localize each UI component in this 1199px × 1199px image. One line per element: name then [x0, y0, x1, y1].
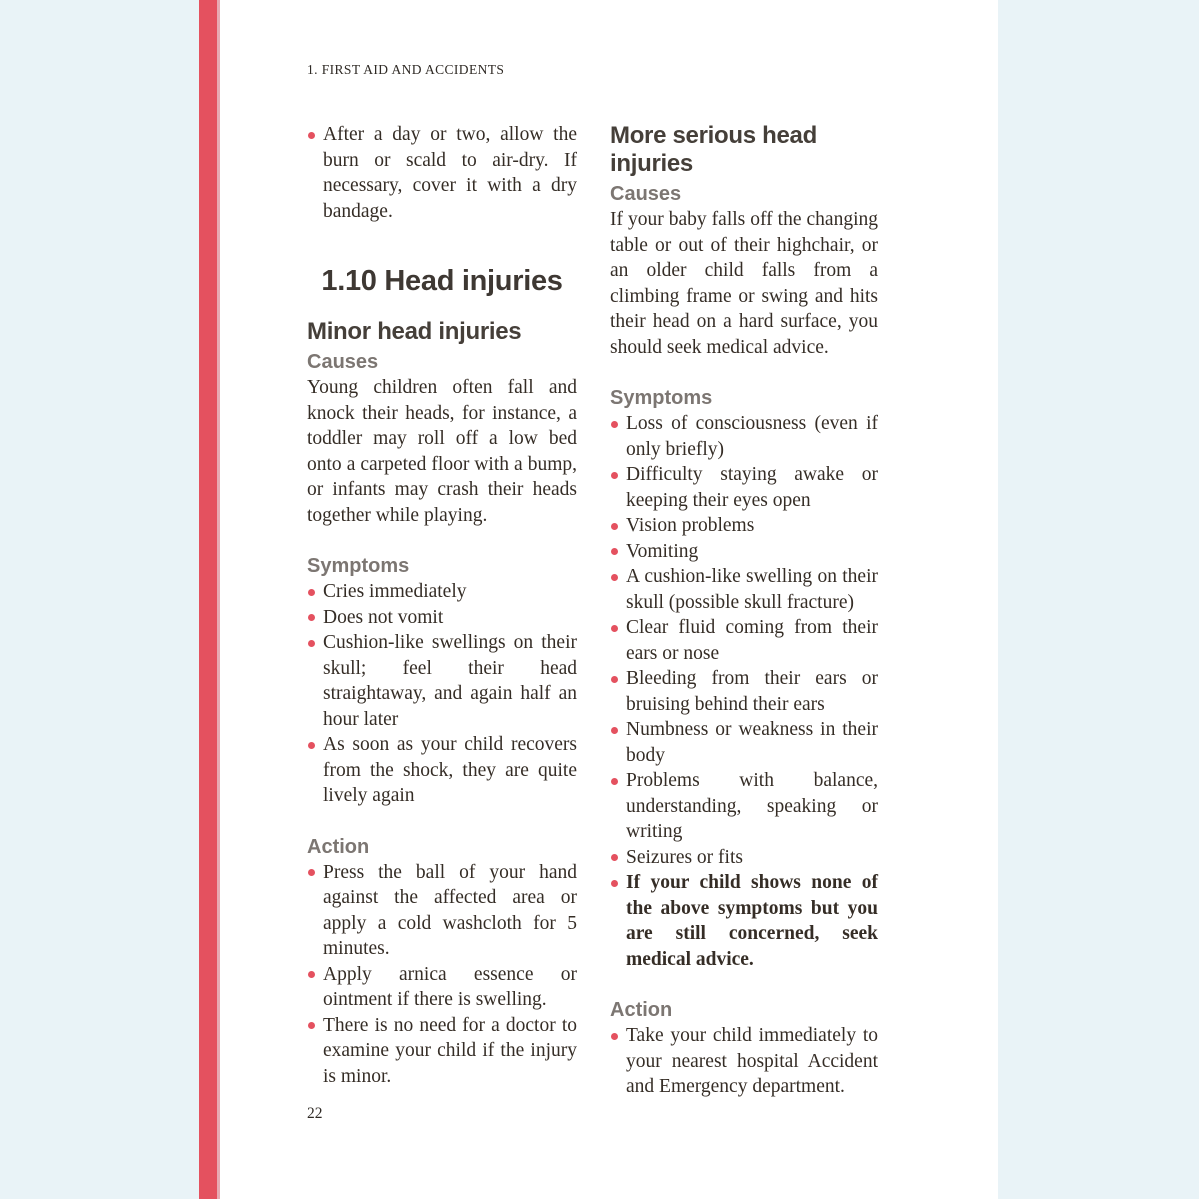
bullet-icon: [308, 640, 315, 647]
causes-label: Causes: [307, 351, 379, 373]
bullet-icon: [308, 1022, 315, 1029]
subsection-title-minor: Minor head injuries: [307, 318, 522, 345]
bullet-text: Does not vomit: [323, 606, 444, 628]
bullet-icon: [308, 589, 315, 596]
causes-label: Causes: [610, 183, 682, 205]
bullet-text: Loss of consciousness (even if only briefly): [626, 413, 878, 460]
causes-paragraph: If your baby falls off the changing table or out of their highchair, or an older child falls from a climbing frame or swing and hits their head on a hard surface, you should seek medical advice.: [610, 209, 878, 358]
right-column: [610, 122, 878, 1100]
running-header: 1. FIRST AID AND ACCIDENTS: [307, 62, 505, 77]
bullet-icon: [611, 625, 618, 632]
bullet-icon: [308, 971, 315, 978]
bullet-item: [307, 122, 577, 224]
bullet-item: [610, 564, 878, 615]
bullet-text: A cushion-like swelling on their skull (possible skull fracture): [626, 566, 878, 613]
bullet-text: Take your child immediately to your nearest hospital Accident and Emergency department.: [626, 1025, 878, 1097]
bullet-icon: [308, 742, 315, 749]
bullet-text: As soon as your child recovers from the shock, they are quite lively again: [323, 734, 577, 806]
bullet-item: [610, 768, 878, 845]
bullet-item: [610, 462, 878, 513]
bullet-item: [610, 1023, 878, 1100]
bullet-icon: [611, 472, 618, 479]
bullet-icon: [611, 854, 618, 861]
bullet-text: Cushion-like swellings on their skull; feel their head straightaway, and again half an hour later: [323, 632, 577, 730]
bullet-text: Press the ball of your hand against the affected area or apply a cold washcloth for 5 minutes.: [323, 861, 577, 959]
bullet-icon: [308, 869, 315, 876]
bullet-text: Vision problems: [626, 515, 755, 536]
bullet-item: [610, 411, 878, 462]
subsection-title-serious: More serious head injuries: [610, 122, 817, 177]
bullet-text: Numbness or weakness in their body: [626, 719, 878, 766]
bullet-icon: [611, 676, 618, 683]
bullet-icon: [308, 132, 315, 139]
bullet-item: [610, 513, 878, 539]
bullet-icon: [611, 574, 618, 581]
bullet-item: [307, 962, 577, 1013]
bullet-item: [307, 579, 577, 605]
bullet-item-emphasized: [610, 870, 878, 972]
bullet-text: Difficulty staying awake or keeping their eyes open: [626, 464, 878, 511]
bullet-icon: [611, 1033, 618, 1040]
bullet-item: [610, 845, 878, 871]
bullet-item: [610, 666, 878, 717]
page-number: 22: [307, 1105, 323, 1122]
bullet-text: Problems with balance, understanding, speaking or writing: [626, 770, 878, 842]
action-label: Action: [307, 835, 370, 858]
bullet-item: [610, 615, 878, 666]
bullet-icon: [611, 523, 618, 530]
bullet-text: Vomiting: [626, 540, 699, 562]
bullet-item: [610, 717, 878, 768]
action-label: Action: [610, 999, 673, 1021]
bullet-text: Cries immediately: [323, 581, 467, 602]
bullet-item: [307, 860, 577, 962]
bullet-icon: [611, 548, 618, 555]
symptoms-label: Symptoms: [307, 555, 410, 577]
bullet-item: [307, 605, 577, 631]
bullet-item: [307, 1013, 577, 1090]
bullet-icon: [611, 727, 618, 734]
book-page: [220, 0, 998, 1199]
bullet-icon: [308, 614, 315, 621]
bullet-text: If your child shows none of the above symptoms but you are still concerned, seek medical advice.: [626, 872, 878, 970]
bullet-text: Clear fluid coming from their ears or nose: [626, 617, 878, 664]
bullet-item: [307, 732, 577, 809]
bullet-text: After a day or two, allow the burn or scald to air-dry. If necessary, cover it with a dry bandage.: [323, 124, 577, 222]
bullet-text: Seizures or fits: [626, 846, 743, 868]
bullet-icon: [611, 421, 618, 428]
bullet-item: [610, 539, 878, 565]
left-column: [307, 122, 577, 1089]
bullet-text: Bleeding from their ears or bruising behind their ears: [626, 668, 878, 715]
bullet-text: There is no need for a doctor to examine your child if the injury is minor.: [323, 1014, 577, 1087]
symptoms-label: Symptoms: [610, 387, 713, 409]
bullet-icon: [611, 880, 618, 887]
section-title: 1.10 Head injuries: [321, 265, 563, 297]
bullet-item: [307, 630, 577, 732]
causes-paragraph: Young children often fall and knock their heads, for instance, a toddler may roll off a low bed onto a carpeted floor with a bump, or infants may crash their heads together while playing.: [307, 377, 577, 526]
bullet-text: Apply arnica essence or ointment if there is swelling.: [323, 963, 577, 1010]
spine-stripe: [199, 0, 217, 1199]
bullet-icon: [611, 778, 618, 785]
